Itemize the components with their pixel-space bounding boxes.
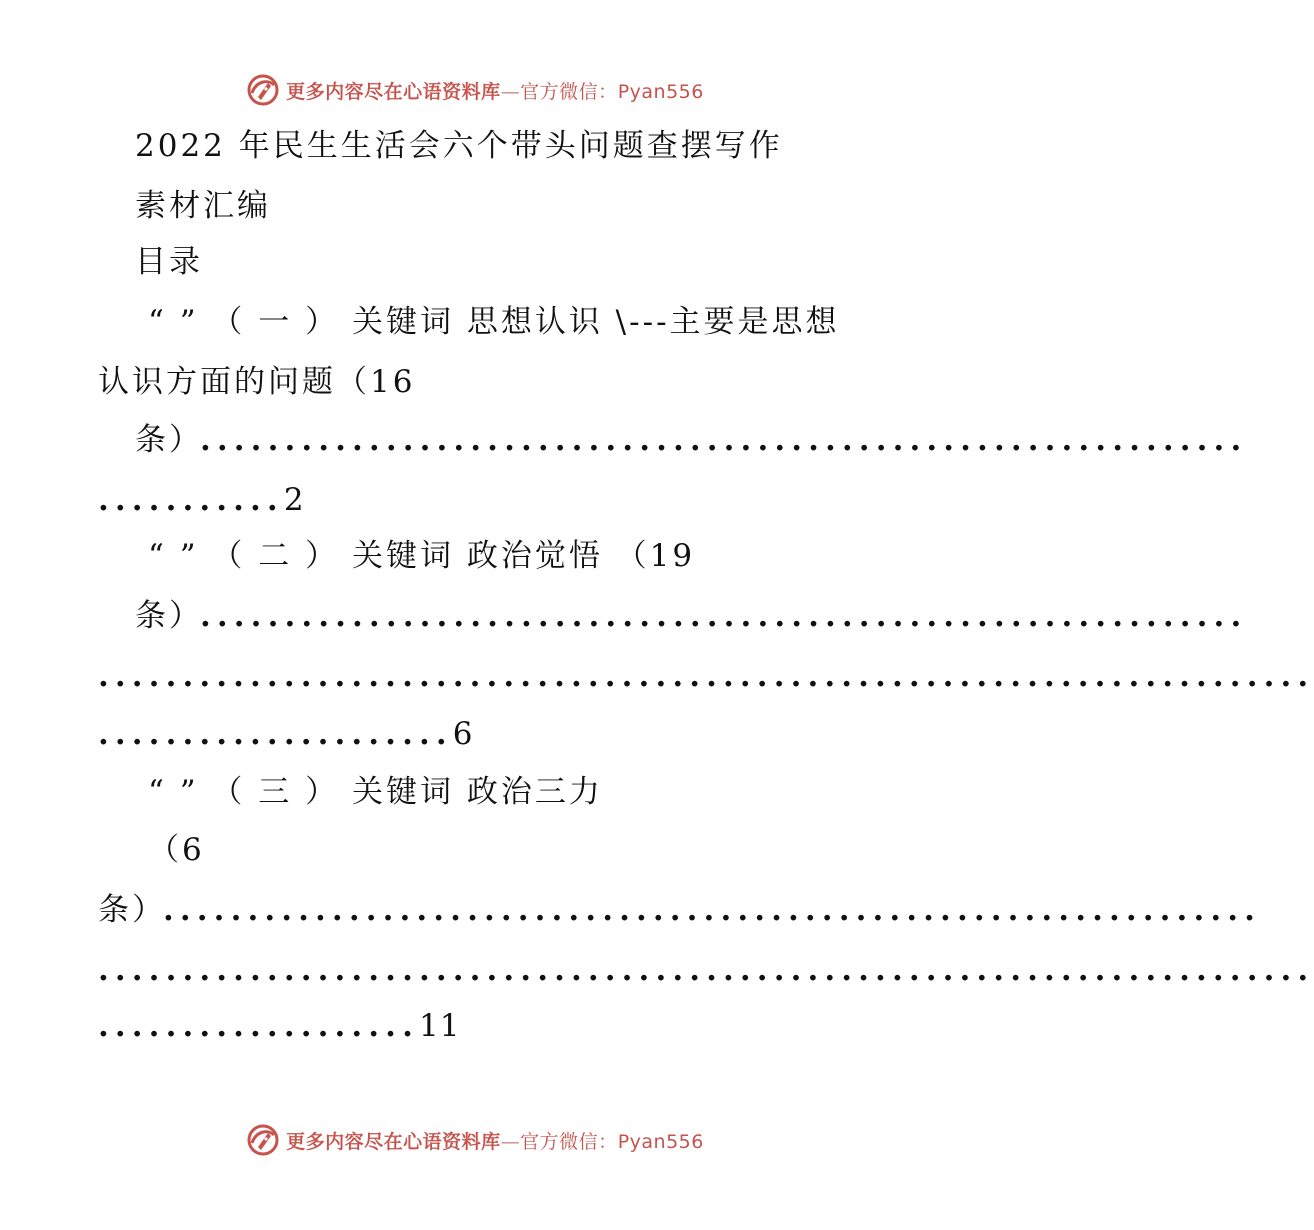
- header-brand-text: 更多内容尽在心语资料库: [286, 80, 501, 103]
- header-wechat-id: Pyan556: [617, 80, 704, 103]
- pen-nib-logo-icon: [246, 1123, 280, 1157]
- toc-leader-dots: .....................6: [98, 716, 474, 752]
- document-title-line-1: 2022 年民生生活会六个带头问题查摆写作: [135, 128, 783, 164]
- footer-wechat-id: Pyan556: [617, 1130, 704, 1153]
- toc-entry-3-line-1[interactable]: “ ” （ 三 ） 关键词 政治三力: [148, 774, 603, 810]
- toc-heading: 目录: [135, 244, 203, 280]
- footer-separator: —: [500, 1130, 521, 1153]
- footer-banner-inner: [246, 1123, 704, 1157]
- footer-banner: [0, 1120, 950, 1160]
- toc-entry-3-line-3[interactable]: 条）: [98, 892, 166, 928]
- toc-entry-2-page[interactable]: 6: [452, 716, 474, 752]
- header-separator: —: [500, 80, 521, 103]
- toc-leader-dots: ...........2: [98, 482, 305, 518]
- toc-leader-dots: ........................................................................: [98, 658, 1314, 694]
- toc-leader-dots: .................................................................: [163, 892, 1262, 928]
- toc-leader-dots: ..............................................................: [200, 422, 1248, 458]
- toc-entry-1-line-1[interactable]: “ ” （ 一 ） 关键词 思想认识 \---主要是思想: [148, 304, 840, 340]
- toc-leader-dots: ........................................................................: [98, 952, 1314, 988]
- footer-wechat-label: 官方微信：: [520, 1130, 618, 1153]
- toc-entry-1-page[interactable]: 2: [283, 482, 305, 518]
- toc-entry-1-line-2[interactable]: 认识方面的问题（16: [98, 364, 416, 400]
- document-title-line-2: 素材汇编: [135, 188, 271, 224]
- footer-banner-text: [286, 1127, 704, 1154]
- toc-entry-2-line-1[interactable]: “ ” （ 二 ） 关键词 政治觉悟 （19: [148, 538, 696, 574]
- toc-leader-dots: ...................11: [98, 1008, 461, 1044]
- footer-brand-text: 更多内容尽在心语资料库: [286, 1130, 501, 1153]
- header-wechat-label: 官方微信：: [520, 80, 618, 103]
- toc-entry-2-line-2[interactable]: 条）: [135, 598, 203, 634]
- toc-entry-3-page[interactable]: 11: [418, 1008, 461, 1044]
- toc-entry-1-line-3[interactable]: 条）: [135, 422, 203, 458]
- toc-entry-3-line-2[interactable]: （6: [148, 832, 205, 868]
- toc-leader-dots: ..............................................................: [200, 598, 1248, 634]
